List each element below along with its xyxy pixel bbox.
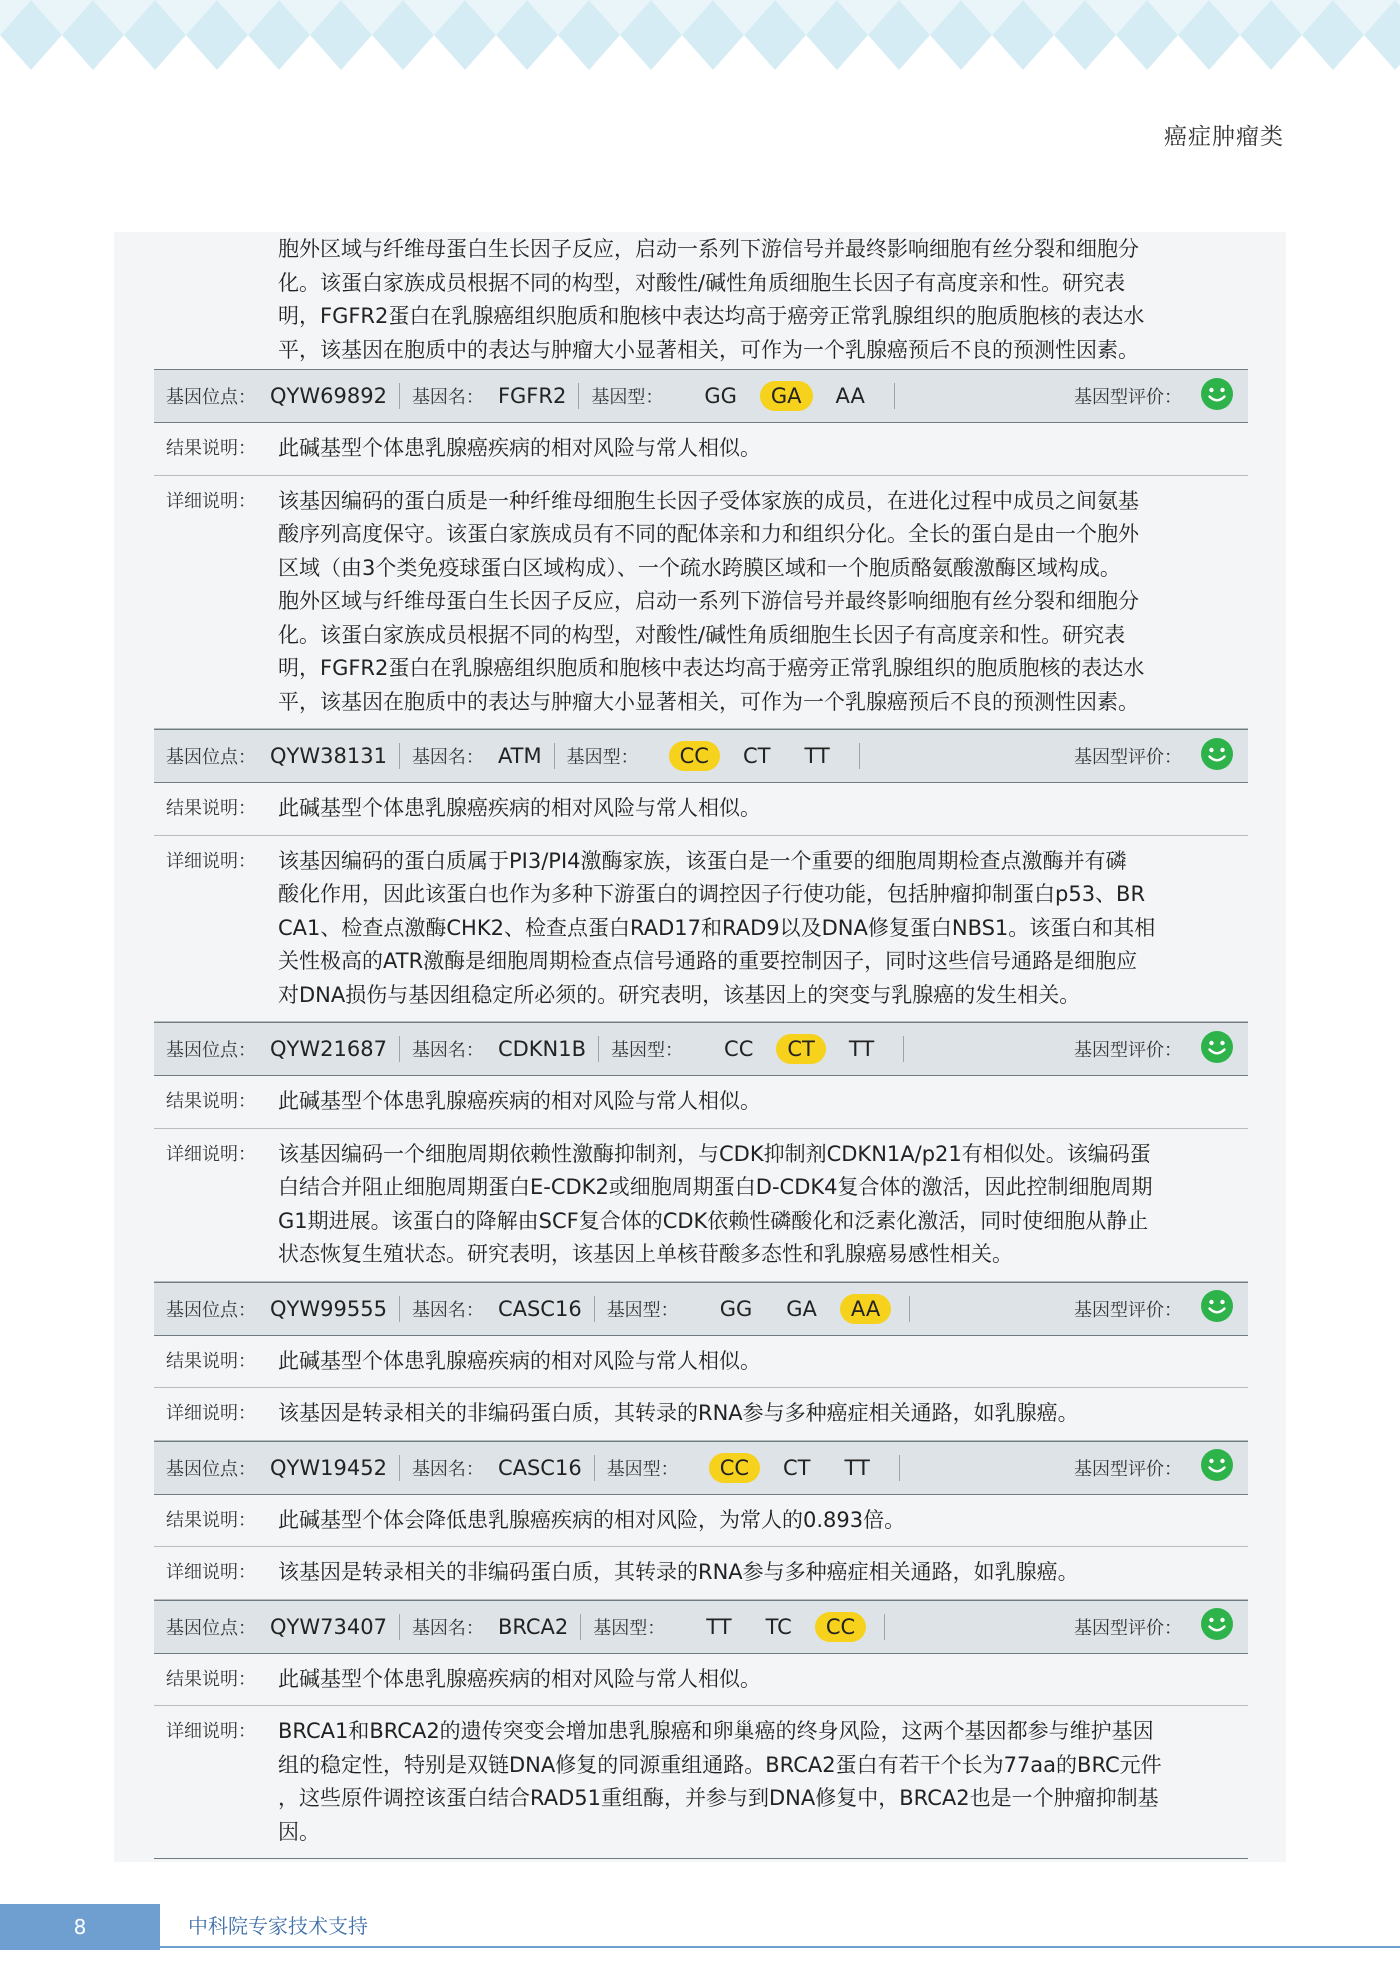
gene-row <box>154 729 1248 783</box>
genotype-selected: CC <box>669 741 720 771</box>
detail-line: 该基因是转录相关的非编码蛋白质，其转录的RNA参与多种癌症相关通路，如乳腺癌。 <box>278 1560 1079 1584</box>
page-number: 8 <box>73 1915 87 1939</box>
genotype-options <box>689 1612 872 1642</box>
detail-line: 胞外区域与纤维母蛋白生长因子反应，启动一系列下游信号并最终影响细胞有丝分裂和细胞分 <box>278 589 1139 613</box>
result-label: 结果说明： <box>166 1350 256 1372</box>
separator <box>399 743 400 769</box>
detail-line: 明，FGFR2蛋白在乳腺癌组织胞质和胞核中表达均高于癌旁正常乳腺组织的胞质胞核的表达水 <box>278 656 1145 680</box>
evaluation-label: 基因型评价： <box>1074 747 1182 768</box>
gene-label: 基因名： <box>411 1458 484 1480</box>
separator <box>594 1296 595 1322</box>
site-value: QYW19452 <box>270 1455 387 1480</box>
separator <box>554 743 555 769</box>
separator <box>899 1455 900 1481</box>
smile-icon <box>1200 1607 1234 1646</box>
genotype-label: 基因型： <box>606 1299 679 1321</box>
detail-line: 关性极高的ATR激酶是细胞周期检查点信号通路的重要控制因子，同时这些信号通路是细胞应 <box>278 949 1138 973</box>
detail-line: 区域（由3个类免疫球蛋白区域构成）、一个疏水跨膜区域和一个胞质酪氨酸激酶区域构成。 <box>278 555 1121 580</box>
gene-value: CASC16 <box>497 1455 582 1480</box>
result-row <box>154 1076 1248 1129</box>
detail-row <box>154 836 1248 1023</box>
genotype-options <box>703 1294 898 1324</box>
site-value: QYW38131 <box>270 744 387 768</box>
detail-text <box>278 1138 1248 1272</box>
genotype-label: 基因型： <box>611 1040 684 1061</box>
evaluation <box>1062 730 1234 782</box>
page-category: 癌症肿瘤类 <box>1164 124 1284 150</box>
genotype-option: CT <box>783 1455 811 1480</box>
result-text: 此碱基型个体患乳腺癌疾病的相对风险与常人相似。 <box>278 796 761 820</box>
evaluation <box>1062 1023 1234 1075</box>
detail-text <box>278 1556 1248 1590</box>
gene-value: ATM <box>497 744 542 768</box>
result-text: 此碱基型个体患乳腺癌疾病的相对风险与常人相似。 <box>278 1348 761 1373</box>
gene-row <box>154 369 1248 423</box>
detail-label: 详细说明： <box>166 1143 256 1165</box>
result-text: 此碱基型个体患乳腺癌疾病的相对风险与常人相似。 <box>278 436 761 460</box>
genotype-option: GA <box>786 1296 817 1321</box>
evaluation <box>1062 1601 1234 1653</box>
genotype-options <box>707 1034 891 1064</box>
evaluation <box>1062 1283 1234 1335</box>
detail-line: ，这些原件调控该蛋白结合RAD51重组酶，并参与到DNA修复中，BRCA2也是一个肿瘤抑制基 <box>278 1786 1159 1810</box>
evaluation-label: 基因型评价： <box>1074 1458 1182 1480</box>
detail-line: 该基因编码的蛋白质是一种纤维母细胞生长因子受体家族的成员，在进化过程中成员之间氨基 <box>278 488 1139 513</box>
gene-value: FGFR2 <box>497 384 567 408</box>
detail-line: 状态恢复生殖状态。研究表明，该基因上单核苷酸多态性和乳腺癌易感性相关。 <box>278 1242 1013 1266</box>
detail-line: 该基因是转录相关的非编码蛋白质，其转录的RNA参与多种癌症相关通路，如乳腺癌。 <box>278 1401 1079 1425</box>
footer-line <box>160 1946 1400 1948</box>
detail-row <box>154 1129 1248 1282</box>
gene-row <box>154 1441 1248 1495</box>
gene-label: 基因名： <box>411 747 484 768</box>
detail-row <box>154 1706 1248 1859</box>
smile-icon <box>1200 1030 1234 1069</box>
top-diamond-pattern <box>0 0 1400 70</box>
smile-icon <box>1200 1448 1234 1487</box>
detail-line: 白结合并阻止细胞周期蛋白E-CDK2或细胞周期蛋白D-CDK4复合体的激活，因此控制细胞周期 <box>278 1175 1153 1199</box>
result-label: 结果说明： <box>166 1509 256 1531</box>
intro-line: 平，该基因在胞质中的表达与肿瘤大小显著相关，可作为一个乳腺癌预后不良的预测性因素。 <box>278 337 1139 362</box>
smile-icon <box>1200 737 1234 776</box>
detail-line: 酸序列高度保守。该蛋白家族成员有不同的配体亲和力和组织分化。全长的蛋白是由一个胞外 <box>278 522 1139 546</box>
result-row <box>154 1495 1248 1548</box>
evaluation <box>1062 1442 1234 1494</box>
evaluation-label: 基因型评价： <box>1074 387 1182 408</box>
gene-label: 基因名： <box>411 387 484 408</box>
gene-label: 基因名： <box>411 1040 484 1061</box>
separator <box>884 1614 885 1640</box>
detail-label: 详细说明： <box>166 490 256 512</box>
gene-row <box>154 1022 1248 1076</box>
intro-paragraph <box>154 232 1248 369</box>
genotype-option: TT <box>848 1037 875 1061</box>
genotype-label: 基因型： <box>591 387 664 408</box>
separator <box>859 743 860 769</box>
genotype-option: CT <box>742 744 771 768</box>
result-label: 结果说明： <box>166 438 256 459</box>
result-row <box>154 1336 1248 1389</box>
separator <box>399 383 400 409</box>
genotype-option: TT <box>706 1614 732 1639</box>
result-text: 此碱基型个体患乳腺癌疾病的相对风险与常人相似。 <box>278 1666 761 1691</box>
separator <box>399 1455 400 1481</box>
genotype-option: GG <box>719 1296 753 1321</box>
gene-row <box>154 1600 1248 1654</box>
result-label: 结果说明： <box>166 798 256 819</box>
detail-row <box>154 1388 1248 1441</box>
footer-text: 中科院专家技术支持 <box>188 1914 368 1938</box>
result-text: 此碱基型个体患乳腺癌疾病的相对风险与常人相似。 <box>278 1089 761 1113</box>
site-label: 基因位点： <box>166 1299 256 1321</box>
evaluation <box>1062 370 1234 422</box>
genotype-label: 基因型： <box>606 1458 679 1480</box>
genotype-option: CC <box>724 1037 754 1061</box>
detail-line: 化。该蛋白家族成员根据不同的构型，对酸性/碱性角质细胞生长因子有高度亲和性。研究表 <box>278 622 1126 647</box>
genotype-option: TT <box>844 1455 870 1480</box>
genotype-selected: AA <box>840 1294 891 1324</box>
intro-line: 化。该蛋白家族成员根据不同的构型，对酸性/碱性角质细胞生长因子有高度亲和性。研究表 <box>278 270 1126 295</box>
site-label: 基因位点： <box>166 1617 256 1639</box>
genotype-option: AA <box>835 384 865 408</box>
site-label: 基因位点： <box>166 1458 256 1480</box>
detail-line: 酸化作用，因此该蛋白也作为多种下游蛋白的调控因子行使功能，包括肿瘤抑制蛋白p53、BR <box>278 882 1146 906</box>
detail-text <box>278 1397 1248 1431</box>
result-row <box>154 423 1248 476</box>
genotype-option: GG <box>704 384 737 408</box>
detail-line: BRCA1和BRCA2的遗传突变会增加患乳腺癌和卵巢癌的终身风险，这两个基因都参与维护基因 <box>278 1719 1154 1743</box>
detail-line: 组的稳定性，特别是双链DNA修复的同源重组通路。BRCA2蛋白有若干个长为77aa的BRC元件 <box>278 1752 1162 1777</box>
result-row <box>154 1654 1248 1707</box>
result-label: 结果说明： <box>166 1091 256 1112</box>
genotype-selected: GA <box>760 381 813 411</box>
gene-report <box>154 232 1248 1859</box>
genotype-label: 基因型： <box>593 1617 666 1639</box>
detail-line: 对DNA损伤与基因组稳定所必须的。研究表明，该基因上的突变与乳腺癌的发生相关。 <box>278 982 1081 1007</box>
detail-line: CA1、检查点激酶CHK2、检查点蛋白RAD17和RAD9以及DNA修复蛋白NBS1。该蛋白和其相 <box>278 915 1156 940</box>
genotype-selected: CT <box>776 1034 826 1064</box>
detail-label: 详细说明： <box>166 1721 256 1742</box>
site-label: 基因位点： <box>166 387 256 408</box>
genotype-option: TT <box>804 744 830 768</box>
smile-icon <box>1200 1289 1234 1328</box>
gene-row <box>154 1282 1248 1336</box>
detail-line: 因。 <box>278 1819 320 1844</box>
gene-value: CASC16 <box>497 1296 582 1321</box>
detail-text <box>278 485 1248 720</box>
detail-line: 平，该基因在胞质中的表达与肿瘤大小显著相关，可作为一个乳腺癌预后不良的预测性因素。 <box>278 689 1139 714</box>
site-value: QYW99555 <box>270 1296 387 1321</box>
genotype-option: TC <box>765 1614 792 1639</box>
site-label: 基因位点： <box>166 1040 256 1061</box>
evaluation-label: 基因型评价： <box>1074 1299 1182 1321</box>
genotype-selected: CC <box>709 1453 760 1483</box>
detail-row <box>154 1547 1248 1600</box>
separator <box>580 1614 581 1640</box>
separator <box>598 1036 599 1062</box>
detail-line: G1期进展。该蛋白的降解由SCF复合体的CDK依赖性磷酸化和泛素化激活，同时使细胞从静止 <box>278 1208 1149 1233</box>
separator <box>909 1296 910 1322</box>
site-value: QYW21687 <box>270 1037 387 1061</box>
result-text: 此碱基型个体会降低患乳腺癌疾病的相对风险，为常人的0.893倍。 <box>278 1507 906 1532</box>
genotype-options <box>687 381 882 411</box>
smile-icon <box>1200 377 1234 416</box>
result-row <box>154 783 1248 836</box>
gene-value: BRCA2 <box>497 1614 569 1639</box>
separator <box>399 1614 400 1640</box>
gene-label: 基因名： <box>411 1299 484 1321</box>
site-label: 基因位点： <box>166 747 256 768</box>
detail-line: 该基因编码一个细胞周期依赖性激酶抑制剂，与CDK抑制剂CDKN1A/p21有相似处。该编码蛋 <box>278 1141 1151 1166</box>
result-label: 结果说明： <box>166 1668 256 1690</box>
detail-label: 详细说明： <box>166 1562 256 1583</box>
separator <box>903 1036 904 1062</box>
gene-value: CDKN1B <box>497 1037 587 1061</box>
genotype-options <box>663 741 847 771</box>
separator <box>594 1455 595 1481</box>
evaluation-label: 基因型评价： <box>1074 1040 1182 1061</box>
gene-label: 基因名： <box>411 1617 484 1639</box>
detail-row <box>154 476 1248 730</box>
detail-text <box>278 845 1248 1013</box>
genotype-selected: CC <box>815 1612 866 1642</box>
detail-text <box>278 1715 1248 1849</box>
genotype-label: 基因型： <box>566 747 639 768</box>
separator <box>894 383 895 409</box>
genotype-options <box>703 1453 887 1483</box>
separator <box>399 1036 400 1062</box>
evaluation-label: 基因型评价： <box>1074 1617 1182 1639</box>
detail-line: 该基因编码的蛋白质属于PI3/PI4激酶家族，该蛋白是一个重要的细胞周期检查点激酶并有磷 <box>278 848 1127 873</box>
separator <box>578 383 579 409</box>
detail-label: 详细说明： <box>166 850 256 872</box>
separator <box>399 1296 400 1322</box>
intro-line: 胞外区域与纤维母蛋白生长因子反应，启动一系列下游信号并最终影响细胞有丝分裂和细胞分 <box>278 237 1139 261</box>
detail-label: 详细说明： <box>166 1403 256 1424</box>
site-value: QYW73407 <box>270 1614 387 1639</box>
intro-line: 明，FGFR2蛋白在乳腺癌组织胞质和胞核中表达均高于癌旁正常乳腺组织的胞质胞核的表达水 <box>278 304 1145 328</box>
site-value: QYW69892 <box>270 384 387 408</box>
